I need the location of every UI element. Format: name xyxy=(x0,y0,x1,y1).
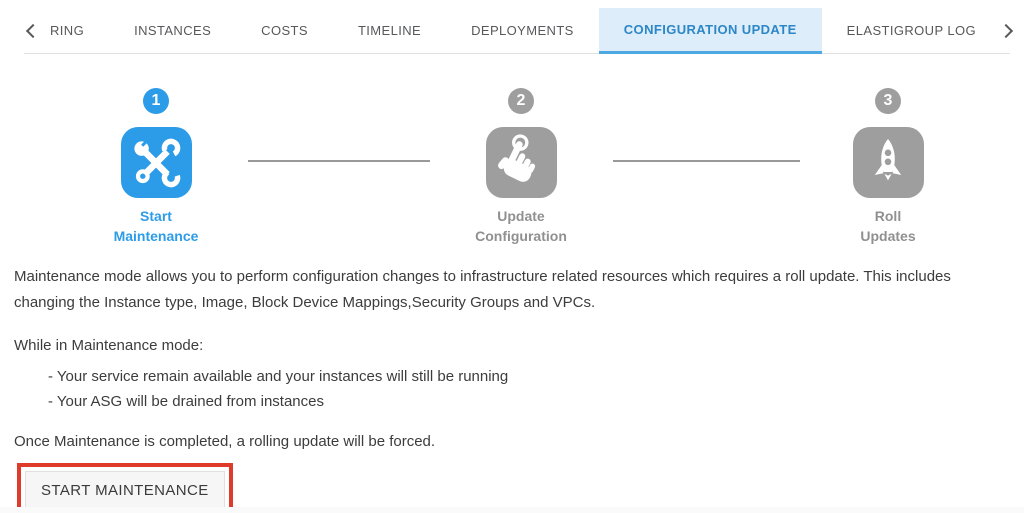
step-update-configuration xyxy=(446,88,596,246)
page-bottom-edge xyxy=(0,507,1024,513)
chevron-right-icon xyxy=(999,23,1013,37)
tap-hand-icon xyxy=(486,127,557,198)
tab-timeline[interactable]: TIMELINE xyxy=(357,23,422,38)
tab-ring[interactable]: RING xyxy=(50,23,85,38)
step-label: Roll Updates xyxy=(860,208,916,244)
rocket-icon xyxy=(853,127,924,198)
step-start-maintenance xyxy=(81,88,231,246)
step-connector-line xyxy=(613,160,800,162)
tabs-scroll-right-button[interactable] xyxy=(1001,8,1015,53)
step-number-badge: 3 xyxy=(875,88,901,114)
maintenance-mode-heading: While in Maintenance mode: xyxy=(14,337,204,354)
maintenance-bullet: - Your ASG will be drained from instances xyxy=(48,393,324,410)
red-highlight-annotation xyxy=(17,463,233,513)
tab-bar xyxy=(24,8,1010,54)
tab-configuration-update[interactable]: CONFIGURATION UPDATE xyxy=(599,8,822,54)
tab-elastigroup-log[interactable]: ELASTIGROUP LOG xyxy=(846,23,976,38)
step-number-badge: 1 xyxy=(143,88,169,114)
tab-instances[interactable]: INSTANCES xyxy=(134,23,212,38)
crossed-wrenches-icon xyxy=(121,127,192,198)
tab-deployments[interactable]: DEPLOYMENTS xyxy=(471,23,574,38)
maintenance-bullet: - Your service remain available and your instances will still be running xyxy=(48,368,509,385)
maintenance-outro-text: Once Maintenance is completed, a rolling update will be forced. xyxy=(14,433,436,450)
tab-costs[interactable]: COSTS xyxy=(261,23,308,38)
step-label: Start Maintenance xyxy=(113,208,199,244)
step-connector-line xyxy=(248,160,430,162)
step-roll-updates xyxy=(813,88,963,246)
start-maintenance-button[interactable]: START MAINTENANCE xyxy=(25,471,225,510)
maintenance-stepper xyxy=(0,88,1024,246)
maintenance-description xyxy=(0,264,1024,513)
step-number-badge: 2 xyxy=(508,88,534,114)
step-label: Update Configuration xyxy=(475,208,567,244)
tabs-scroll-left-button[interactable] xyxy=(24,8,38,53)
maintenance-intro-text: Maintenance mode allows you to perform configuration changes to infrastructure related resources which requires a roll update. This includes changing the Instance type, Image, Block Device Mappings,Security Groups and VPCs. xyxy=(14,268,951,311)
